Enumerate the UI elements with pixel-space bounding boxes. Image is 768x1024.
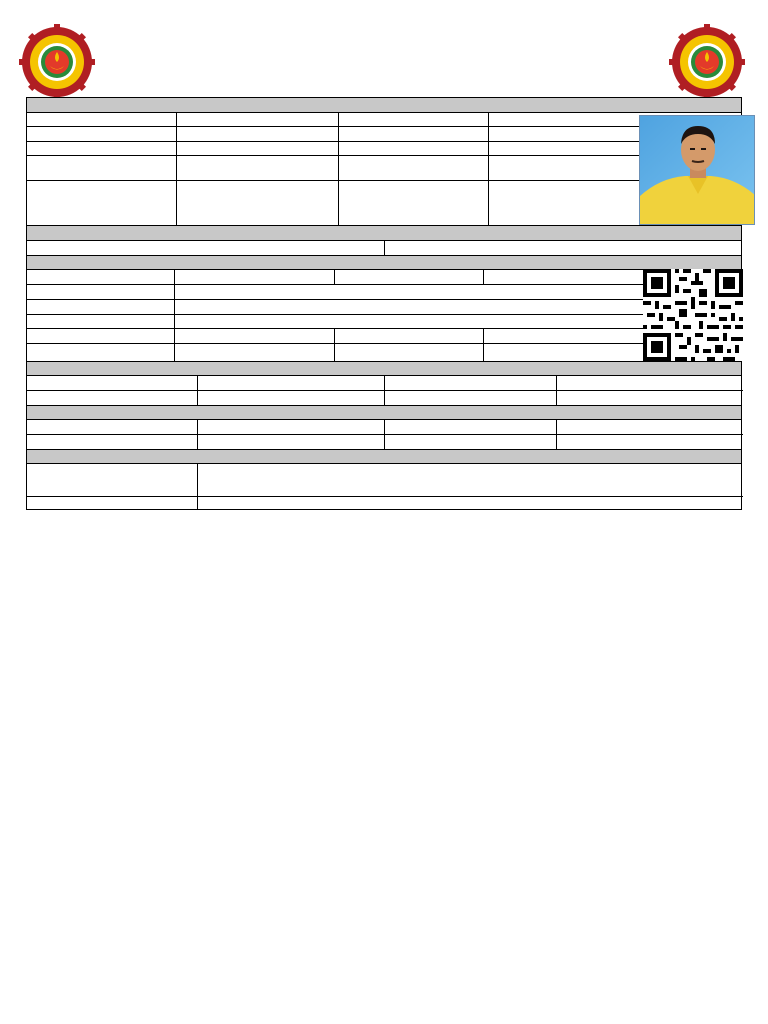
row-divider: [27, 284, 643, 285]
candidate-photo: [639, 115, 755, 225]
section-header-3: [27, 255, 741, 270]
row-divider: [27, 141, 639, 142]
column-divider: [197, 464, 198, 510]
university-seal-right-icon: [669, 24, 745, 100]
section-header-6: [27, 449, 741, 464]
row-divider: [27, 155, 639, 156]
column-divider: [488, 113, 489, 225]
row-divider: [27, 328, 643, 329]
column-divider: [384, 420, 385, 449]
section-header-4: [27, 361, 741, 376]
column-divider: [556, 420, 557, 449]
column-divider: [334, 329, 335, 361]
qr-code-icon: [643, 269, 743, 361]
column-divider: [384, 241, 385, 256]
section-header-2: [27, 225, 741, 241]
row-divider: [27, 434, 743, 435]
column-divider: [556, 376, 557, 405]
section-header-1: [27, 98, 741, 113]
column-divider: [334, 270, 335, 285]
row-divider: [27, 496, 743, 497]
column-divider: [483, 270, 484, 285]
university-seal-left-icon: [19, 24, 95, 100]
admit-card-form: [26, 97, 742, 510]
column-divider: [174, 270, 175, 361]
row-divider: [27, 343, 643, 344]
row-divider: [27, 180, 639, 181]
column-divider: [197, 376, 198, 405]
row-divider: [27, 390, 743, 391]
column-divider: [384, 376, 385, 405]
column-divider: [483, 329, 484, 361]
column-divider: [197, 420, 198, 449]
section-header-5: [27, 405, 741, 420]
row-divider: [27, 314, 643, 315]
column-divider: [176, 113, 177, 225]
column-divider: [338, 113, 339, 225]
row-divider: [27, 299, 643, 300]
row-divider: [27, 126, 639, 127]
